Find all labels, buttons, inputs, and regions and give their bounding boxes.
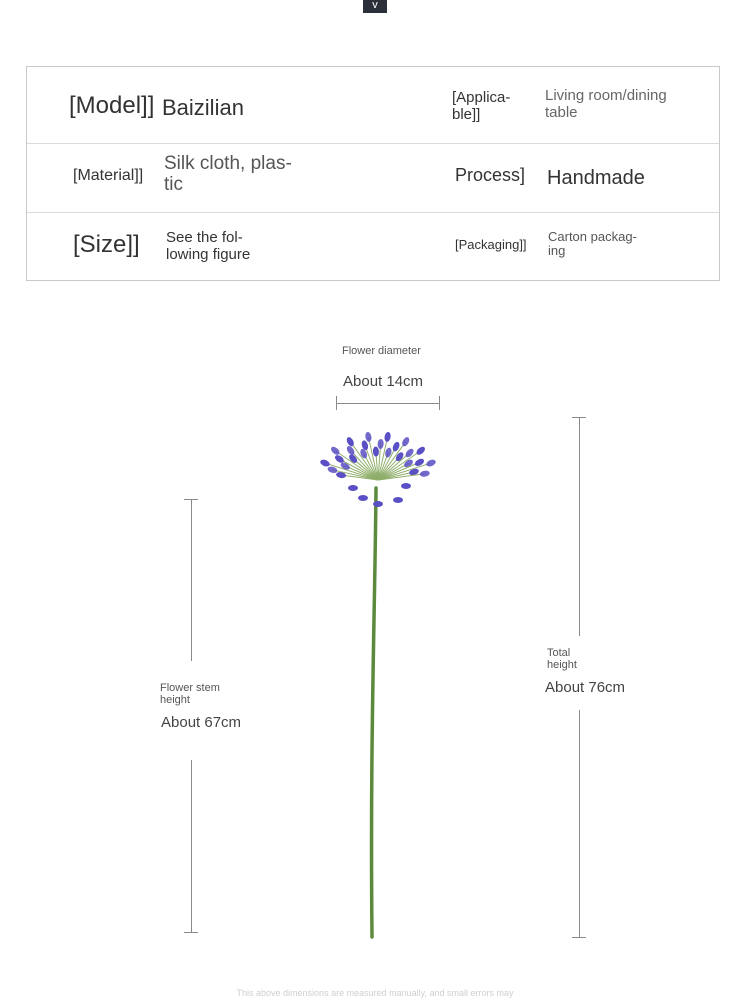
diameter-value: About 14cm [343, 373, 424, 390]
total-line-upper [579, 417, 580, 636]
agapanthus-flower-illustration [320, 410, 450, 945]
stem-line-upper [191, 499, 192, 661]
flower-head [320, 431, 437, 507]
total-cap-bottom [572, 937, 586, 938]
diameter-cap-left [336, 396, 337, 410]
total-value: About 76cm [545, 679, 626, 696]
chevron-down-icon: v [363, 0, 387, 13]
process-value: Handmade [547, 167, 645, 189]
model-label: [Model]] [69, 92, 155, 119]
total-line-lower [579, 710, 580, 937]
size-label: [Size]] [73, 231, 140, 258]
spec-row-model [27, 67, 719, 143]
total-title: Total height [547, 647, 577, 671]
packaging-value: Carton packag- ing [548, 229, 637, 259]
diameter-title: Flower diameter [342, 345, 421, 357]
footnote: This above dimensions are measured manually, and small errors may [236, 988, 514, 998]
applicable-value: Living room/dining table [545, 87, 667, 121]
material-label: [Material]] [73, 167, 144, 184]
process-label: Process] [455, 165, 526, 185]
applicable-label: [Applica- ble]] [452, 89, 511, 123]
material-value: Silk cloth, plas- tic [164, 153, 292, 195]
spec-row-material [27, 143, 719, 213]
flower-stem [372, 488, 376, 937]
spec-row-size [27, 212, 719, 282]
stem-title: Flower stem height [160, 682, 220, 706]
stem-value: About 67cm [161, 714, 242, 731]
stem-line-lower [191, 760, 192, 932]
stem-cap-bottom [184, 932, 198, 933]
spec-table [26, 66, 720, 281]
diameter-line [336, 403, 440, 404]
packaging-label: [Packaging]] [455, 237, 527, 252]
size-value: See the fol- lowing figure [166, 229, 251, 263]
diameter-cap-right [439, 396, 440, 410]
model-value: Baizilian [162, 95, 244, 120]
